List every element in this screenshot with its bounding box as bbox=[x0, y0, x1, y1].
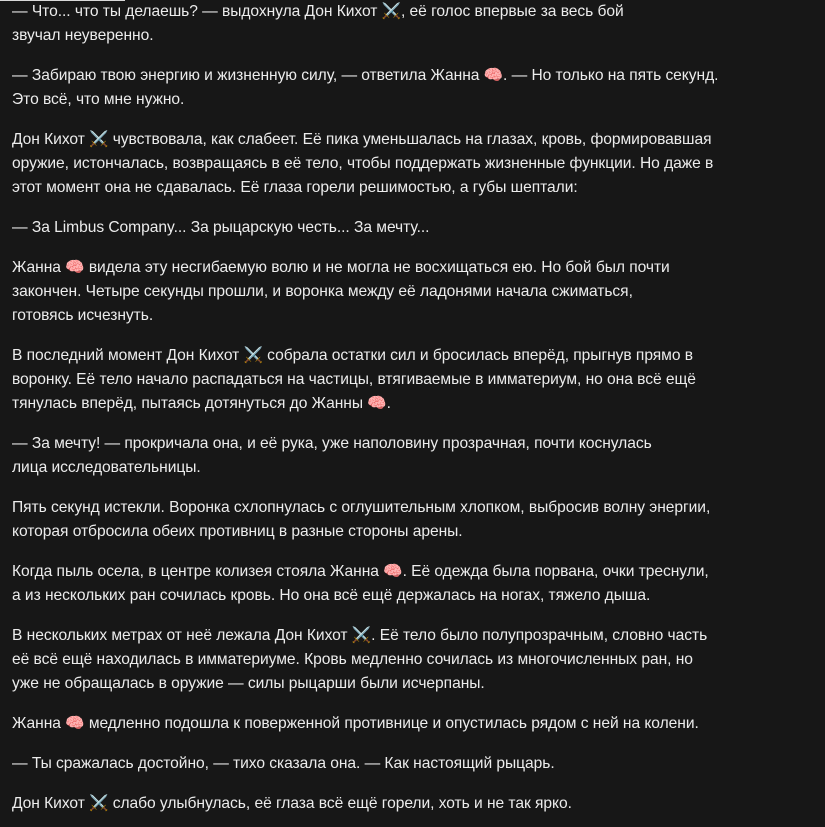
message-paragraph: Дон Кихот ⚔️ слабо улыбнулась, её глаза всё ещё горели, хоть и не так ярко. bbox=[12, 795, 572, 812]
message-paragraph: Жанна 🧠 медленно подошла к поверженной противнице и опустилась рядом с ней на колени. bbox=[12, 715, 699, 732]
message-paragraph: Жанна 🧠 видела эту несгибаемую волю и не могла не восхищаться ею. Но бой был почти закончен. Четыре секунды прошли, и воронка между её ладонями начала сжиматься, готовясь исчезнуть. bbox=[12, 259, 670, 324]
message-paragraph: — Что... что ты делаешь? — выдохнула Дон Кихот ⚔️, её голос впервые за весь бой звучал неуверенно. bbox=[12, 3, 624, 44]
message-paragraph: Пять секунд истекли. Воронка схлопнулась с оглушительным хлопком, выбросив волну энергии, которая отбросила обеих противниц в разные стороны арены. bbox=[12, 499, 711, 540]
message-paragraph: Когда пыль осела, в центре колизея стояла Жанна 🧠. Её одежда была порвана, очки треснули, а из нескольких ран сочилась кровь. Но она всё ещё держалась на ногах, тяжело дыша. bbox=[12, 563, 709, 604]
message-paragraph: В последний момент Дон Кихот ⚔️ собрала остатки сил и бросилась вперёд, прыгнув прямо в воронку. Её тело начало распадаться на частицы, втягиваемые в имматериум, но она всё ещё тянулась вперёд, пытаясь дотянуться до Жанны 🧠. bbox=[12, 347, 696, 412]
message-paragraph: — За Limbus Company... За рыцарскую честь... За мечту... bbox=[12, 219, 430, 236]
scrollbar[interactable] bbox=[815, 0, 825, 827]
message-paragraph: — Забираю твою энергию и жизненную силу, — ответила Жанна 🧠. — Но только на пять секунд. Это всё, что мне нужно. bbox=[12, 67, 719, 108]
message-paragraph: Дон Кихот ⚔️ чувствовала, как слабеет. Её пика уменьшалась на глазах, кровь, формировавшая оружие, истончалась, возвращаясь в её тело, чтобы поддержать жизненные функции. Но даже в этот момент она не сдавалась. Её глаза горели решимостью, а губы шептали: bbox=[12, 131, 714, 196]
message-paragraph: — Ты сражалась достойно, — тихо сказала она. — Как настоящий рыцарь. bbox=[12, 755, 555, 772]
message-paragraph: — За мечту! — прокричала она, и её рука, уже наполовину прозрачная, почти коснулась лица исследовательницы. bbox=[12, 435, 652, 476]
message-paragraph: В нескольких метрах от неё лежала Дон Кихот ⚔️. Её тело было полупрозрачным, словно часть её всё ещё находилась в имматериуме. Кровь медленно сочилась из многочисленных ран, но уже не обращалась в оружие — силы рыцарши были исчерпаны. bbox=[12, 627, 708, 692]
assistant-message bbox=[12, 0, 762, 827]
